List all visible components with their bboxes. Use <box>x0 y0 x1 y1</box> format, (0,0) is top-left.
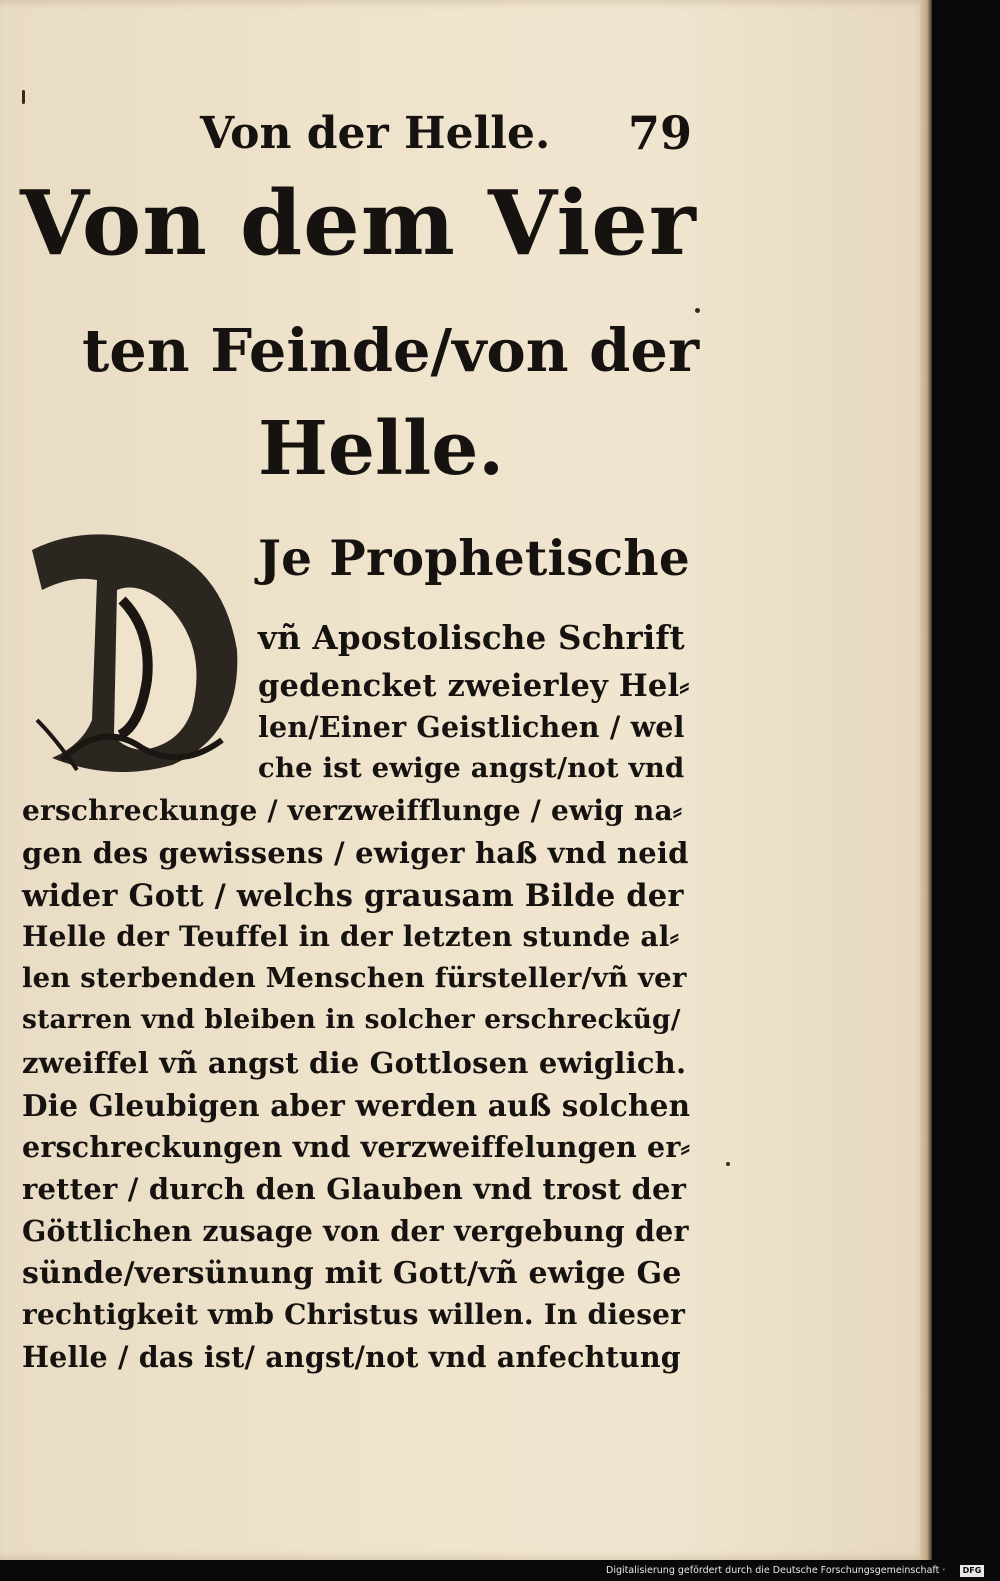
body-text-line: erschreckungen vnd verzweiffelungen er⸗ <box>22 1130 691 1164</box>
body-text-line: sünde/versünung mit Gott/vñ ewige Ge <box>22 1256 682 1291</box>
dfg-logo-icon: DFG <box>960 1565 984 1577</box>
body-text-line: retter / durch den Glauben vnd trost der <box>22 1172 687 1206</box>
body-text-line: len/Einer Geistlichen / wel <box>258 710 685 744</box>
body-text-line: zweiffel vñ angst die Gottlosen ewiglich. <box>22 1046 687 1080</box>
body-text-line: len sterbenden Menschen fürsteller/vñ ver <box>22 962 687 994</box>
decorated-initial <box>22 520 252 780</box>
body-text-line: erschreckunge / verzweifflunge / ewig na⸗ <box>22 794 683 827</box>
body-text-line: Je Prophetische <box>258 530 690 587</box>
initial-ornament-icon <box>22 520 252 780</box>
body-text-line: rechtigkeit vmb Christus willen. In dieser <box>22 1298 686 1331</box>
body-text-line: che ist ewige angst/not vnd <box>258 752 685 784</box>
chapter-title-line-1: Von dem Vier <box>20 170 697 275</box>
body-text-line: starren vnd bleiben in solcher erschreckũg/ <box>22 1004 681 1035</box>
digitization-credit: Digitalisierung gefördert durch die Deutsche Forschungsgemeinschaft · <box>606 1565 946 1576</box>
body-text-line: gedencket zweierley Hel⸗ <box>258 668 690 704</box>
chapter-title-line-3: Helle. <box>258 406 505 492</box>
ink-speck <box>695 308 700 313</box>
body-text-line: Göttlichen zusage von der vergebung der <box>22 1214 689 1248</box>
body-text-line: gen des gewissens / ewiger haß vnd neid <box>22 836 689 870</box>
page-number: 79 <box>628 106 693 160</box>
ink-speck <box>726 1162 730 1166</box>
body-text-line: Helle der Teuffel in der letzten stunde al⸗ <box>22 920 680 953</box>
body-text-line: vñ Apostolische Schrift <box>258 618 685 657</box>
running-head: Von der Helle. <box>200 108 551 159</box>
body-text-line: wider Gott / welchs grausam Bilde der <box>22 878 684 914</box>
body-text-line: Die Gleubigen aber werden auß solchen <box>22 1088 691 1123</box>
body-text-line: Helle / das ist/ angst/not vnd anfechtung <box>22 1340 681 1374</box>
ink-speck <box>22 90 25 104</box>
chapter-title-line-2: ten Feinde/von der <box>82 316 700 385</box>
digitization-credit-bar <box>600 1562 1000 1581</box>
page-edge <box>920 0 932 1560</box>
